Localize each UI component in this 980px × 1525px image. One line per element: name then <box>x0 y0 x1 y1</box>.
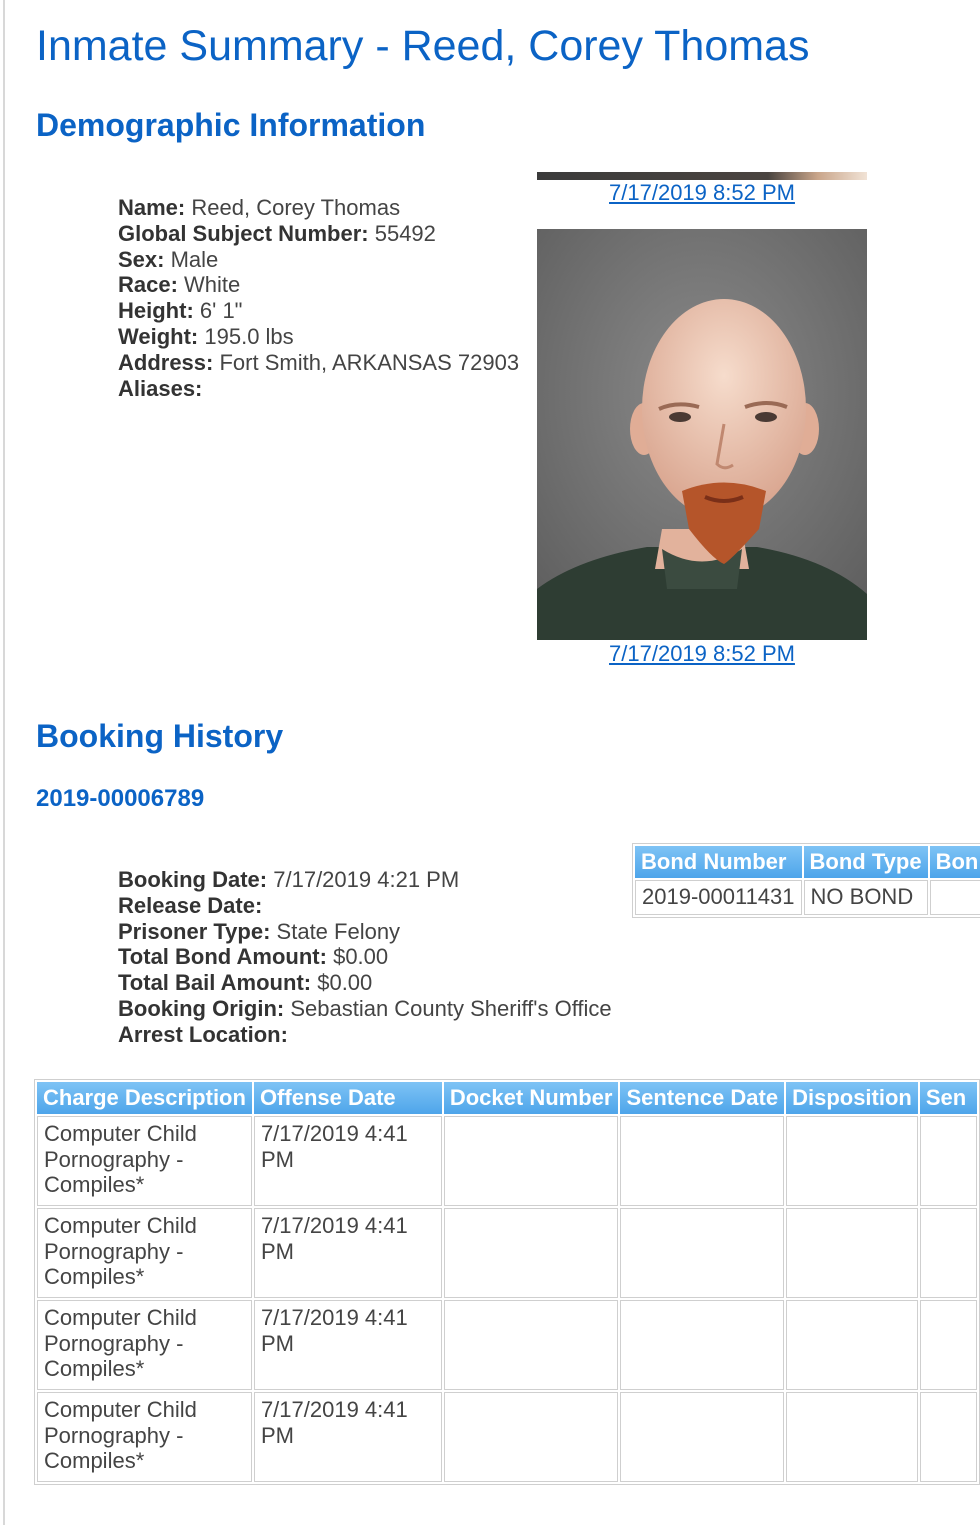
field-value: Sebastian County Sheriff's Office <box>290 995 612 1021</box>
disposition-cell <box>786 1392 918 1482</box>
demographic-info-list <box>118 195 519 401</box>
arrest-location-row <box>118 1022 612 1048</box>
bond-amount-cell <box>930 880 980 915</box>
booking-origin-row <box>118 996 612 1022</box>
disposition-cell <box>786 1116 918 1206</box>
sentence-date-cell <box>620 1208 784 1298</box>
bond-number-cell: 2019-00011431 <box>635 880 802 915</box>
booking-number-heading: 2019-00006789 <box>36 785 205 812</box>
charge-row <box>37 1208 977 1298</box>
charges-table-header-row <box>37 1082 977 1114</box>
demographic-subject-number-row <box>118 221 519 247</box>
charge-description-cell: Computer Child Pornography - Compiles* <box>37 1116 252 1206</box>
demographic-name-row <box>118 195 519 221</box>
offense-date-column-header: Offense Date <box>254 1082 442 1114</box>
sentence-cell <box>920 1392 977 1482</box>
demographic-height-row <box>118 298 519 324</box>
field-label: Global Subject Number: <box>118 220 369 246</box>
disposition-cell <box>786 1300 918 1390</box>
charge-description-column-header: Charge Description <box>37 1082 252 1114</box>
demographic-sex-row <box>118 247 519 273</box>
mugshot-illustration <box>537 229 867 640</box>
bond-type-column-header: Bond Type <box>804 846 928 878</box>
field-value: Reed, Corey Thomas <box>191 195 401 220</box>
field-label: Arrest Location: <box>118 1021 288 1047</box>
docket-number-cell <box>444 1116 619 1206</box>
offense-date-cell: 7/17/2019 4:41 PM <box>254 1208 442 1298</box>
field-label: Booking Date: <box>118 867 268 892</box>
sentence-date-cell <box>620 1116 784 1206</box>
release-date-row <box>118 893 612 919</box>
charge-description-cell: Computer Child Pornography - Compiles* <box>37 1392 252 1482</box>
bond-table <box>632 843 980 918</box>
mugshot-photo[interactable] <box>537 229 867 640</box>
field-value: 7/17/2019 4:21 PM <box>273 867 460 892</box>
bond-type-cell: NO BOND <box>804 880 928 915</box>
field-value: 55492 <box>374 220 436 246</box>
disposition-column-header: Disposition <box>786 1082 918 1114</box>
previous-photo-date-link[interactable]: 7/17/2019 8:52 PM <box>609 180 795 205</box>
sentence-cell <box>920 1300 977 1390</box>
field-value: $0.00 <box>317 970 373 996</box>
field-label: Weight: <box>118 323 199 349</box>
prisoner-type-row <box>118 919 612 945</box>
field-label: Aliases: <box>118 375 203 401</box>
field-label: Race: <box>118 272 178 298</box>
offense-date-cell: 7/17/2019 4:41 PM <box>254 1116 442 1206</box>
field-value: Male <box>170 246 219 272</box>
sentence-column-header: Sen <box>920 1082 977 1114</box>
page-left-border <box>3 0 5 1525</box>
sentence-date-cell <box>620 1392 784 1482</box>
charge-description-cell: Computer Child Pornography - Compiles* <box>37 1208 252 1298</box>
field-label: Booking Origin: <box>118 995 285 1021</box>
charges-table <box>34 1079 980 1485</box>
sentence-cell <box>920 1208 977 1298</box>
docket-number-cell <box>444 1392 619 1482</box>
previous-photo-strip <box>537 172 867 180</box>
field-value: 6' 1" <box>199 298 243 324</box>
field-label: Address: <box>118 349 214 375</box>
demographic-aliases-row <box>118 376 519 402</box>
field-value: 195.0 lbs <box>204 323 294 349</box>
bond-number-column-header: Bond Number <box>635 846 802 878</box>
docket-number-column-header: Docket Number <box>444 1082 619 1114</box>
disposition-cell <box>786 1208 918 1298</box>
bond-table-header-row <box>635 846 980 878</box>
total-bail-amount-row <box>118 970 612 996</box>
field-label: Prisoner Type: <box>118 918 271 944</box>
charge-description-cell: Computer Child Pornography - Compiles* <box>37 1300 252 1390</box>
charge-row <box>37 1300 977 1390</box>
demographic-section-heading: Demographic Information <box>36 107 426 143</box>
booking-date-row <box>118 867 612 893</box>
docket-number-cell <box>444 1208 619 1298</box>
field-value: Fort Smith, ARKANSAS 72903 <box>219 349 520 375</box>
bond-amount-column-header: Bon <box>930 846 980 878</box>
field-label: Name: <box>118 195 186 220</box>
booking-history-heading: Booking History <box>36 718 284 754</box>
sentence-date-cell <box>620 1300 784 1390</box>
field-label: Sex: <box>118 246 165 272</box>
field-value: $0.00 <box>333 944 389 970</box>
offense-date-cell: 7/17/2019 4:41 PM <box>254 1392 442 1482</box>
field-label: Total Bond Amount: <box>118 944 327 970</box>
bond-table-row <box>635 880 980 915</box>
booking-info-list <box>118 867 612 1048</box>
field-label: Release Date: <box>118 892 263 918</box>
total-bond-amount-row <box>118 944 612 970</box>
demographic-address-row <box>118 350 519 376</box>
demographic-race-row <box>118 272 519 298</box>
field-value: State Felony <box>276 918 401 944</box>
sentence-cell <box>920 1116 977 1206</box>
sentence-date-column-header: Sentence Date <box>620 1082 784 1114</box>
offense-date-cell: 7/17/2019 4:41 PM <box>254 1300 442 1390</box>
field-label: Height: <box>118 298 194 324</box>
charge-row <box>37 1116 977 1206</box>
demographic-weight-row <box>118 324 519 350</box>
current-photo-date-link[interactable]: 7/17/2019 8:52 PM <box>609 641 795 666</box>
charge-row <box>37 1392 977 1482</box>
page-title: Inmate Summary - Reed, Corey Thomas <box>36 22 810 70</box>
field-label: Total Bail Amount: <box>118 970 312 996</box>
docket-number-cell <box>444 1300 619 1390</box>
field-value: White <box>184 272 241 298</box>
